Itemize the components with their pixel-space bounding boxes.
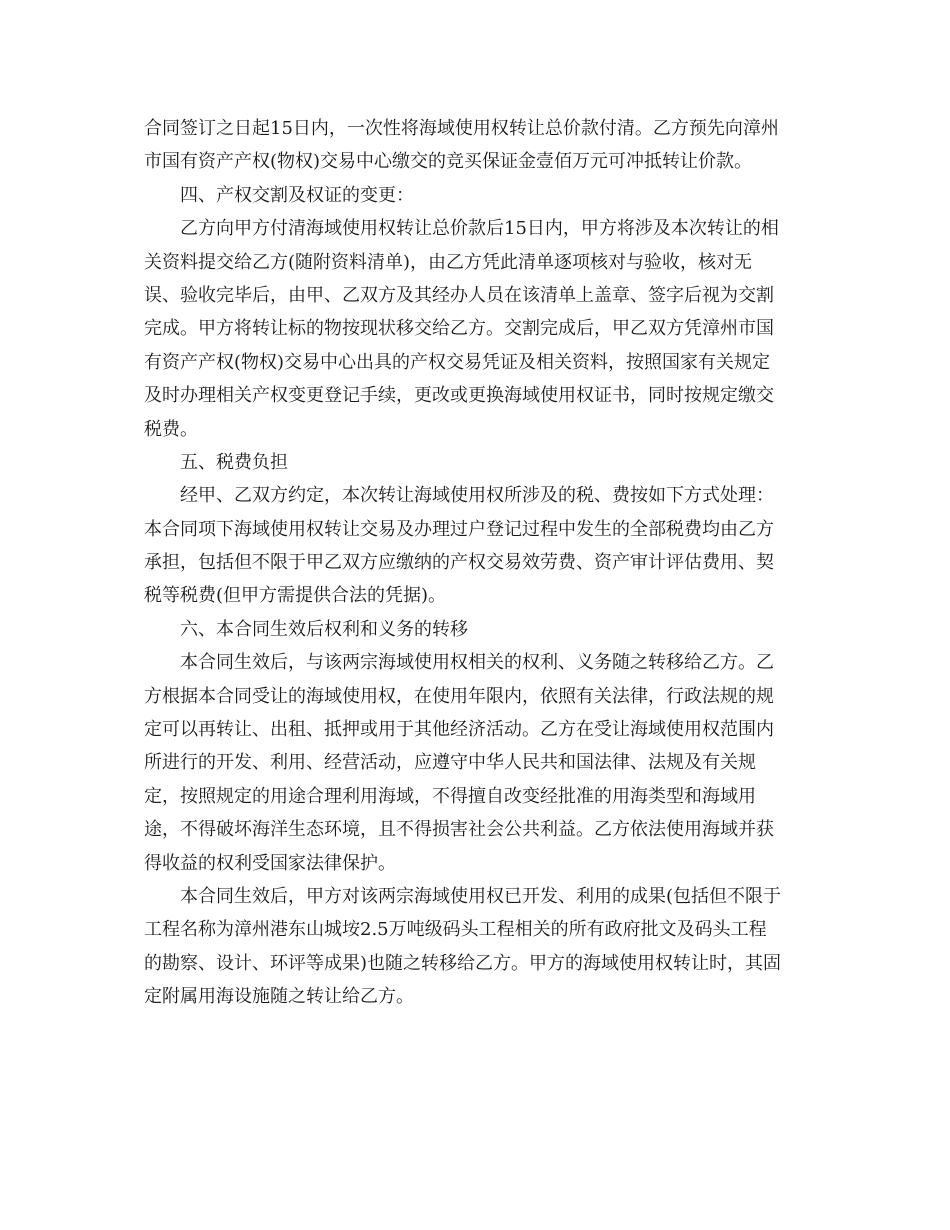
document-page xyxy=(144,112,808,1014)
text-line: 有资产产权(物权)交易中心出具的产权交易凭证及相关资料，按照国家有关规定 xyxy=(144,351,771,373)
text-line: 乙方向甲方付清海域使用权转让总价款后15日内，甲方将涉及本次转让的相 xyxy=(180,218,779,240)
text-line: 途，不得破坏海洋生态环境，且不得损害社会公共利益。乙方依法使用海域并获 xyxy=(144,819,774,841)
text-line: 及时办理相关产权变更登记手续，更改或更换海域使用权证书，同时按规定缴交 xyxy=(144,385,774,407)
text-line: 误、验收完毕后，由甲、乙双方及其经办人员在该清单上盖章、签字后视为交割 xyxy=(144,284,774,306)
text-line: 的勘察、设计、环评等成果)也随之转移给乙方。甲方的海域使用权转让时，其固 xyxy=(144,952,782,974)
text-line: 关资料提交给乙方(随附资料清单)，由乙方凭此清单逐项核对与验收，核对无 xyxy=(144,251,753,273)
text-line: 承担，包括但不限于甲乙双方应缴纳的产权交易效劳费、资产审计评估费用、契 xyxy=(144,552,774,574)
text-line: 本合同项下海域使用权转让交易及办理过户登记过程中发生的全部税费均由乙方 xyxy=(144,518,774,540)
text-line: 定，按照规定的用途合理利用海域，不得擅自改变经批准的用海类型和海域用 xyxy=(144,785,756,807)
section-heading-4: 四、产权交割及权证的变更： xyxy=(180,184,414,206)
text-line: 完成。甲方将转让标的物按现状移交给乙方。交割完成后，甲乙双方凭漳州市国 xyxy=(144,318,774,340)
text-line: 定可以再转让、出租、抵押或用于其他经济活动。乙方在受让海域使用权范围内 xyxy=(144,719,774,741)
text-line: 市国有资产产权(物权)交易中心缴交的竞买保证金壹佰万元可冲抵转让价款。 xyxy=(144,151,753,173)
text-line: 得收益的权利受国家法律保护。 xyxy=(144,852,396,874)
text-line: 工程名称为漳州港东山城垵2.5万吨级码头工程相关的所有政府批文及码头工程 xyxy=(144,919,767,941)
text-line: 税费。 xyxy=(144,418,198,440)
text-line: 税等税费(但甲方需提供合法的凭据)。 xyxy=(144,585,447,607)
text-line: 所进行的开发、利用、经营活动，应遵守中华人民共和国法律、法规及有关规 xyxy=(144,752,756,774)
text-line: 定附属用海设施随之转让给乙方。 xyxy=(144,986,414,1008)
text-line: 方根据本合同受让的海域使用权，在使用年限内，依照有关法律，行政法规的规 xyxy=(144,685,774,707)
text-line: 本合同生效后，与该两宗海域使用权相关的权利、义务随之转移给乙方。乙 xyxy=(180,652,774,674)
section-heading-6: 六、本合同生效后权利和义务的转移 xyxy=(180,618,468,640)
section-heading-5: 五、税费负担 xyxy=(180,451,288,473)
text-line: 合同签订之日起15日内，一次性将海域使用权转让总价款付清。乙方预先向漳州 xyxy=(144,118,779,139)
text-line: 经甲、乙双方约定，本次转让海域使用权所涉及的税、费按如下方式处理： xyxy=(180,485,774,507)
text-line: 本合同生效后，甲方对该两宗海域使用权已开发、利用的成果(包括但不限于 xyxy=(180,885,782,907)
